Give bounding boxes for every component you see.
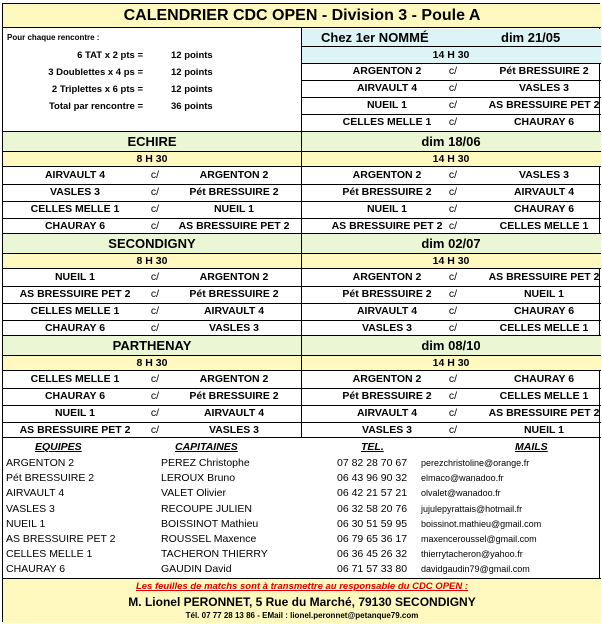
- schedule-sheet: [2, 3, 600, 622]
- contact-team: CELLES MELLE 1: [6, 548, 93, 561]
- team-away: Pét BRESSUIRE 2: [499, 65, 589, 77]
- team-home: CELLES MELLE 1: [30, 305, 120, 317]
- scoring-value: 12 points: [171, 84, 213, 95]
- versus-label: c/: [150, 169, 160, 181]
- round-venue: ECHIRE: [127, 134, 177, 149]
- team-away: CHAURAY 6: [513, 305, 575, 317]
- contact-captain: GAUDIN David: [161, 563, 232, 576]
- team-away: NUEIL 1: [523, 424, 565, 436]
- first-time: 14 H 30: [432, 49, 470, 61]
- contact-team: Pét BRESSUIRE 2: [6, 472, 95, 485]
- team-away: VASLES 3: [519, 82, 569, 94]
- contact-captain: VALET Olivier: [161, 487, 226, 500]
- versus-label: c/: [150, 373, 160, 385]
- versus-label: c/: [150, 322, 160, 334]
- contact-mail: perezchristoline@orange.fr: [421, 458, 530, 468]
- team-home: Pét BRESSUIRE 2: [342, 390, 432, 402]
- team-home: Pét BRESSUIRE 2: [342, 186, 432, 198]
- versus-label: c/: [448, 305, 458, 317]
- contact-tel: 06 79 65 36 17: [337, 533, 408, 545]
- team-away: VASLES 3: [519, 169, 569, 181]
- contacts-header-team: EQUIPES: [35, 441, 82, 453]
- team-home: AS BRESSUIRE PET 2: [19, 424, 131, 436]
- versus-label: c/: [448, 203, 458, 215]
- team-away: Pét BRESSUIRE 2: [189, 390, 279, 402]
- versus-label: c/: [150, 424, 160, 436]
- contact-captain: PEREZ Christophe: [161, 457, 250, 469]
- versus-label: c/: [448, 424, 458, 436]
- contact-tel: 06 42 21 57 21: [337, 487, 408, 500]
- versus-label: c/: [448, 99, 458, 111]
- versus-label: c/: [448, 186, 458, 198]
- footer-address: M. Lionel PERONNET, 5 Rue du Marché, 79130 SECONDIGNY: [128, 595, 476, 609]
- contact-team: AIRVAULT 4: [6, 487, 65, 500]
- grid-line: [301, 234, 302, 335]
- round-date: dim 02/07: [421, 236, 481, 251]
- team-away: AIRVAULT 4: [203, 305, 265, 317]
- versus-label: c/: [448, 220, 458, 232]
- versus-label: c/: [448, 169, 458, 181]
- round-venue: PARTHENAY: [112, 338, 192, 353]
- versus-label: c/: [150, 186, 160, 198]
- morning-time: 8 H 30: [136, 153, 168, 165]
- team-home: CHAURAY 6: [44, 390, 106, 402]
- team-home: AIRVAULT 4: [356, 305, 418, 317]
- team-away: CELLES MELLE 1: [499, 322, 589, 334]
- first-venue: Chez 1er NOMMÉ: [321, 30, 429, 45]
- page-title: CALENDRIER CDC OPEN - Division 3 - Poule A: [3, 4, 601, 28]
- versus-label: c/: [448, 271, 458, 283]
- contact-team: CHAURAY 6: [6, 563, 66, 576]
- contact-captain: RECOUPE JULIEN: [161, 502, 253, 515]
- contact-mail: boissinot.mathieu@gmail.com: [421, 518, 542, 529]
- afternoon-time: 14 H 30: [432, 255, 470, 267]
- team-away: ARGENTON 2: [199, 169, 269, 181]
- contact-tel: 06 36 45 26 32: [337, 548, 408, 561]
- contact-team: VASLES 3: [6, 502, 55, 515]
- morning-time: 8 H 30: [136, 255, 168, 267]
- scoring-heading: Pour chaque rencontre :: [7, 33, 100, 42]
- team-home: CHAURAY 6: [44, 322, 106, 334]
- team-away: AS BRESSUIRE PET 2: [488, 271, 600, 283]
- team-away: Pét BRESSUIRE 2: [189, 288, 279, 300]
- contact-mail: olvalet@wanadoo.fr: [421, 488, 501, 499]
- contact-tel: 06 30 51 59 95: [337, 517, 408, 530]
- team-away: NUEIL 1: [523, 288, 565, 300]
- versus-label: c/: [448, 407, 458, 419]
- team-home: ARGENTON 2: [352, 169, 422, 181]
- team-home: CELLES MELLE 1: [30, 373, 120, 385]
- contact-captain: BOISSINOT Mathieu: [161, 517, 259, 530]
- scoring-value: 12 points: [171, 50, 213, 61]
- team-home: CHAURAY 6: [44, 220, 106, 232]
- team-away: ARGENTON 2: [199, 271, 269, 283]
- team-home: NUEIL 1: [54, 407, 96, 419]
- versus-label: c/: [150, 407, 160, 419]
- team-home: NUEIL 1: [366, 99, 408, 111]
- contact-tel: 06 71 57 33 80: [337, 563, 408, 576]
- versus-label: c/: [448, 116, 458, 128]
- contact-tel: 07 82 28 70 67: [337, 457, 408, 469]
- contact-captain: ROUSSEL Maxence: [161, 533, 257, 545]
- footer-contact-line: Tél. 07 77 28 13 86 - EMail : lionel.peronnet@petanque79.com: [185, 611, 419, 620]
- contact-mail: davidgaudin79@gmail.com: [421, 564, 530, 575]
- morning-time: 8 H 30: [136, 357, 168, 369]
- scoring-value: 12 points: [171, 67, 213, 78]
- contact-mail: thierrytacheron@yahoo.fr: [421, 549, 523, 560]
- scoring-label: 3 Doublettes x 4 ps =: [48, 67, 143, 78]
- team-home: AIRVAULT 4: [356, 82, 418, 94]
- contact-team: AS BRESSUIRE PET 2: [6, 533, 116, 545]
- team-home: AS BRESSUIRE PET 2: [19, 288, 131, 300]
- team-away: CHAURAY 6: [513, 203, 575, 215]
- team-away: Pét BRESSUIRE 2: [189, 186, 279, 198]
- team-home: VASLES 3: [50, 186, 100, 198]
- team-away: CELLES MELLE 1: [499, 390, 589, 402]
- team-home: ARGENTON 2: [352, 271, 422, 283]
- contact-mail: jujulepyrattais@hotmail.fr: [421, 503, 523, 514]
- team-away: CHAURAY 6: [513, 373, 575, 385]
- contact-captain: TACHERON THIERRY: [161, 548, 268, 561]
- team-home: VASLES 3: [362, 322, 412, 334]
- team-away: AIRVAULT 4: [203, 407, 265, 419]
- versus-label: c/: [150, 288, 160, 300]
- team-home: CELLES MELLE 1: [342, 116, 432, 128]
- versus-label: c/: [448, 322, 458, 334]
- team-away: NUEIL 1: [213, 203, 255, 215]
- grid-line: [3, 437, 601, 438]
- versus-label: c/: [150, 390, 160, 402]
- team-home: ARGENTON 2: [352, 65, 422, 77]
- versus-label: c/: [448, 373, 458, 385]
- team-home: CELLES MELLE 1: [30, 203, 120, 215]
- team-away: ARGENTON 2: [199, 373, 269, 385]
- contact-tel: 06 32 58 20 76: [337, 502, 408, 515]
- scoring-value: 36 points: [171, 101, 213, 112]
- team-away: VASLES 3: [209, 424, 259, 436]
- scoring-label: 6 TAT x 2 pts =: [77, 50, 143, 61]
- versus-label: c/: [150, 203, 160, 215]
- round-date: dim 18/06: [421, 134, 481, 149]
- grid-line: [301, 28, 302, 131]
- team-home: ARGENTON 2: [352, 373, 422, 385]
- versus-label: c/: [150, 271, 160, 283]
- scoring-label: Total par rencontre =: [48, 101, 143, 112]
- contact-tel: 06 43 96 90 32: [337, 472, 408, 485]
- team-home: AS BRESSUIRE PET 2: [331, 220, 443, 232]
- team-home: AIRVAULT 4: [356, 407, 418, 419]
- grid-line: [301, 132, 302, 233]
- round-venue: SECONDIGNY: [108, 236, 196, 251]
- contacts-header-captain: CAPITAINES: [175, 441, 238, 453]
- team-home: VASLES 3: [362, 424, 412, 436]
- afternoon-time: 14 H 30: [432, 357, 470, 369]
- versus-label: c/: [150, 305, 160, 317]
- team-away: AIRVAULT 4: [513, 186, 575, 198]
- team-away: AS BRESSUIRE PET 2: [488, 407, 600, 419]
- team-away: VASLES 3: [209, 322, 259, 334]
- team-away: AS BRESSUIRE PET 2: [178, 220, 290, 232]
- team-away: CHAURAY 6: [513, 116, 575, 128]
- contacts-header-tel: TEL.: [361, 441, 384, 453]
- team-home: NUEIL 1: [54, 271, 96, 283]
- versus-label: c/: [448, 82, 458, 94]
- versus-label: c/: [448, 288, 458, 300]
- first-date: dim 21/05: [501, 30, 561, 45]
- contact-mail: maxenceroussel@gmail.com: [421, 534, 537, 544]
- scoring-label: 2 Triplettes x 6 pts =: [51, 84, 143, 95]
- versus-label: c/: [150, 220, 160, 232]
- contact-mail: elmaco@wanadoo.fr: [421, 473, 504, 484]
- team-away: AS BRESSUIRE PET 2: [488, 99, 600, 111]
- grid-line: [301, 46, 601, 47]
- versus-label: c/: [448, 390, 458, 402]
- contact-captain: LEROUX Bruno: [161, 472, 236, 485]
- team-home: AIRVAULT 4: [44, 169, 106, 181]
- team-home: Pét BRESSUIRE 2: [342, 288, 432, 300]
- afternoon-time: 14 H 30: [432, 153, 470, 165]
- versus-label: c/: [448, 65, 458, 77]
- contact-team: NUEIL 1: [6, 517, 46, 530]
- round-date: dim 08/10: [421, 338, 481, 353]
- team-away: CELLES MELLE 1: [499, 220, 589, 232]
- grid-line: [301, 336, 302, 437]
- contact-team: ARGENTON 2: [6, 457, 75, 469]
- team-home: NUEIL 1: [366, 203, 408, 215]
- contacts-header-mail: MAILS: [515, 441, 548, 453]
- footer-notice: Les feuilles de matchs sont à transmettre au responsable du CDC OPEN :: [135, 581, 469, 592]
